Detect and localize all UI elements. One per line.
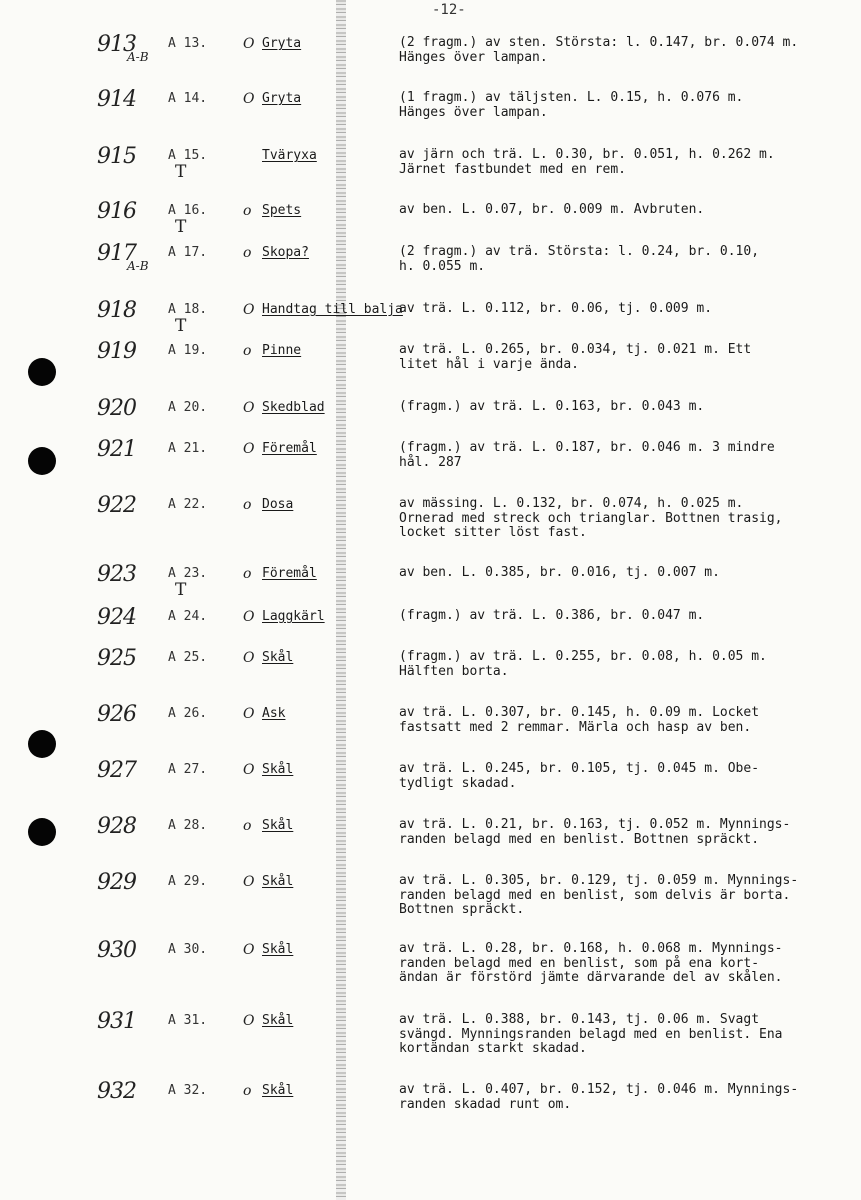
entry-description: (fragm.) av trä. L. 0.386, br. 0.047 m.: [399, 608, 705, 623]
entry-description: (1 fragm.) av täljsten. L. 0.15, h. 0.076 m. Hänges över lampan.: [399, 90, 744, 120]
entry-name: Skedblad: [262, 400, 325, 415]
entry-number: 916: [97, 199, 136, 224]
entry-description: av trä. L. 0.245, br. 0.105, tj. 0.045 m. Obe- tydligt skadad.: [399, 761, 760, 791]
entry-o-mark: O: [243, 874, 255, 890]
entry-name: Skål: [262, 762, 294, 777]
entry-o-mark: O: [243, 762, 255, 778]
entry-o-mark: o: [243, 1083, 252, 1099]
entry-o-mark: o: [243, 497, 252, 513]
entry-number: 918: [97, 298, 136, 323]
entry-number: 921: [97, 437, 136, 462]
entry-o-mark: O: [243, 706, 255, 722]
entry-code: A 25.: [168, 650, 208, 665]
entry-number: 914: [97, 87, 136, 112]
entry-name: Dosa: [262, 497, 294, 512]
punch-hole: [28, 447, 56, 475]
entry-number: 919: [97, 339, 136, 364]
entry-code: A 27.: [168, 762, 208, 777]
entry-code: A 22.: [168, 497, 208, 512]
entry-number: 932: [97, 1079, 136, 1104]
entry-name: Skål: [262, 1083, 294, 1098]
entry-description: av trä. L. 0.112, br. 0.06, tj. 0.009 m.: [399, 301, 713, 316]
entry-name: Pinne: [262, 343, 302, 358]
entry-o-mark: O: [243, 441, 255, 457]
entry-name: Spets: [262, 203, 302, 218]
entry-code: A 32.: [168, 1083, 208, 1098]
entry-description: av trä. L. 0.407, br. 0.152, tj. 0.046 m. Mynnings- randen skadad runt om.: [399, 1082, 799, 1112]
entry-name: Gryta: [262, 36, 302, 51]
entry-t-mark: T: [175, 162, 187, 182]
entry-description: (2 fragm.) av sten. Största: l. 0.147, br. 0.074 m. Hänges över lampan.: [399, 35, 799, 65]
entry-code: A 30.: [168, 942, 208, 957]
entry-name: Gryta: [262, 91, 302, 106]
entry-t-mark: T: [175, 217, 187, 237]
entry-name: Skål: [262, 1013, 294, 1028]
entry-description: av mässing. L. 0.132, br. 0.074, h. 0.025 m. Ornerad med streck och trianglar. Bottnen trasig, locket sitter löst fast.: [399, 496, 783, 540]
entry-number: 923: [97, 562, 136, 587]
entry-name: Skål: [262, 818, 294, 833]
entry-t-mark: T: [175, 316, 187, 336]
entry-number: 913: [97, 32, 136, 57]
entry-code: A 26.: [168, 706, 208, 721]
entry-name: Laggkärl: [262, 609, 325, 624]
entry-description: (fragm.) av trä. L. 0.255, br. 0.08, h. 0.05 m. Hälften borta.: [399, 649, 767, 679]
entry-code: A 19.: [168, 343, 208, 358]
page-fold-shadow: [336, 0, 346, 1200]
entry-o-mark: O: [243, 400, 255, 416]
punch-hole: [28, 730, 56, 758]
entry-number: 927: [97, 758, 136, 783]
entry-description: av ben. L. 0.07, br. 0.009 m. Avbruten.: [399, 202, 705, 217]
entry-name: Handtag till balja: [262, 302, 403, 317]
entry-number: 928: [97, 814, 136, 839]
entry-number: 926: [97, 702, 136, 727]
entry-name: Ask: [262, 706, 286, 721]
entry-description: (fragm.) av trä. L. 0.187, br. 0.046 m. 3 mindre hål. 287: [399, 440, 775, 470]
entry-number: 915: [97, 144, 136, 169]
entry-name: Skål: [262, 942, 294, 957]
entry-description: (2 fragm.) av trä. Största: l. 0.24, br. 0.10, h. 0.055 m.: [399, 244, 760, 274]
entry-name: Tväryxa: [262, 148, 317, 163]
entry-number: 930: [97, 938, 136, 963]
entry-name: Föremål: [262, 441, 317, 456]
entry-code: A 16.: [168, 203, 208, 218]
entry-description: av trä. L. 0.28, br. 0.168, h. 0.068 m. Mynnings- randen belagd med en benlist, som på ena kort- ändan är förstörd jämte därvarande del av skålen.: [399, 941, 783, 985]
entry-name: Skål: [262, 874, 294, 889]
entry-description: av trä. L. 0.305, br. 0.129, tj. 0.059 m. Mynnings- randen belagd med en benlist, som delvis är borta. Bottnen spräckt.: [399, 873, 799, 917]
entry-description: av trä. L. 0.21, br. 0.163, tj. 0.052 m. Mynnings- randen belagd med en benlist. Bottnen spräckt.: [399, 817, 791, 847]
entry-code: A 20.: [168, 400, 208, 415]
entry-description: av järn och trä. L. 0.30, br. 0.051, h. 0.262 m. Järnet fastbundet med en rem.: [399, 147, 775, 177]
entry-number: 924: [97, 605, 136, 630]
entry-description: av trä. L. 0.307, br. 0.145, h. 0.09 m. Locket fastsatt med 2 remmar. Märla och hasp av ben.: [399, 705, 760, 735]
entry-o-mark: o: [243, 245, 252, 261]
entry-o-mark: O: [243, 609, 255, 625]
entry-code: A 23.: [168, 566, 208, 581]
entry-name: Skopa?: [262, 245, 309, 260]
entry-o-mark: o: [243, 343, 252, 359]
entry-code: A 14.: [168, 91, 208, 106]
entry-description: (fragm.) av trä. L. 0.163, br. 0.043 m.: [399, 399, 705, 414]
entry-o-mark: O: [243, 36, 255, 52]
entry-o-mark: o: [243, 566, 252, 582]
entry-o-mark: O: [243, 302, 255, 318]
entry-code: A 15.: [168, 148, 208, 163]
entry-number: 920: [97, 396, 136, 421]
entry-code: A 13.: [168, 36, 208, 51]
entry-number: 922: [97, 493, 136, 518]
entry-number: 929: [97, 870, 136, 895]
entry-description: av trä. L. 0.265, br. 0.034, tj. 0.021 m. Ett litet hål i varje ända.: [399, 342, 752, 372]
entry-t-mark: T: [175, 580, 187, 600]
entry-code: A 21.: [168, 441, 208, 456]
entry-number: 931: [97, 1009, 136, 1034]
entry-o-mark: o: [243, 818, 252, 834]
entry-subnote: A-B: [127, 259, 149, 273]
entry-o-mark: o: [243, 203, 252, 219]
entry-number: 925: [97, 646, 136, 671]
entry-o-mark: O: [243, 942, 255, 958]
page-number: -12-: [432, 2, 466, 18]
entry-name: Skål: [262, 650, 294, 665]
entry-code: A 28.: [168, 818, 208, 833]
entry-description: av trä. L. 0.388, br. 0.143, tj. 0.06 m. Svagt svängd. Mynningsranden belagd med en benlist. Ena kortändan starkt skadad.: [399, 1012, 783, 1056]
entry-o-mark: O: [243, 650, 255, 666]
entry-name: Föremål: [262, 566, 317, 581]
entry-description: av ben. L. 0.385, br. 0.016, tj. 0.007 m.: [399, 565, 720, 580]
entry-code: A 24.: [168, 609, 208, 624]
entry-code: A 18.: [168, 302, 208, 317]
punch-hole: [28, 358, 56, 386]
entry-code: A 17.: [168, 245, 208, 260]
entry-number: 917: [97, 241, 136, 266]
entry-code: A 29.: [168, 874, 208, 889]
entry-o-mark: O: [243, 91, 255, 107]
entry-o-mark: O: [243, 1013, 255, 1029]
entry-subnote: A-B: [127, 50, 149, 64]
punch-hole: [28, 818, 56, 846]
entry-code: A 31.: [168, 1013, 208, 1028]
